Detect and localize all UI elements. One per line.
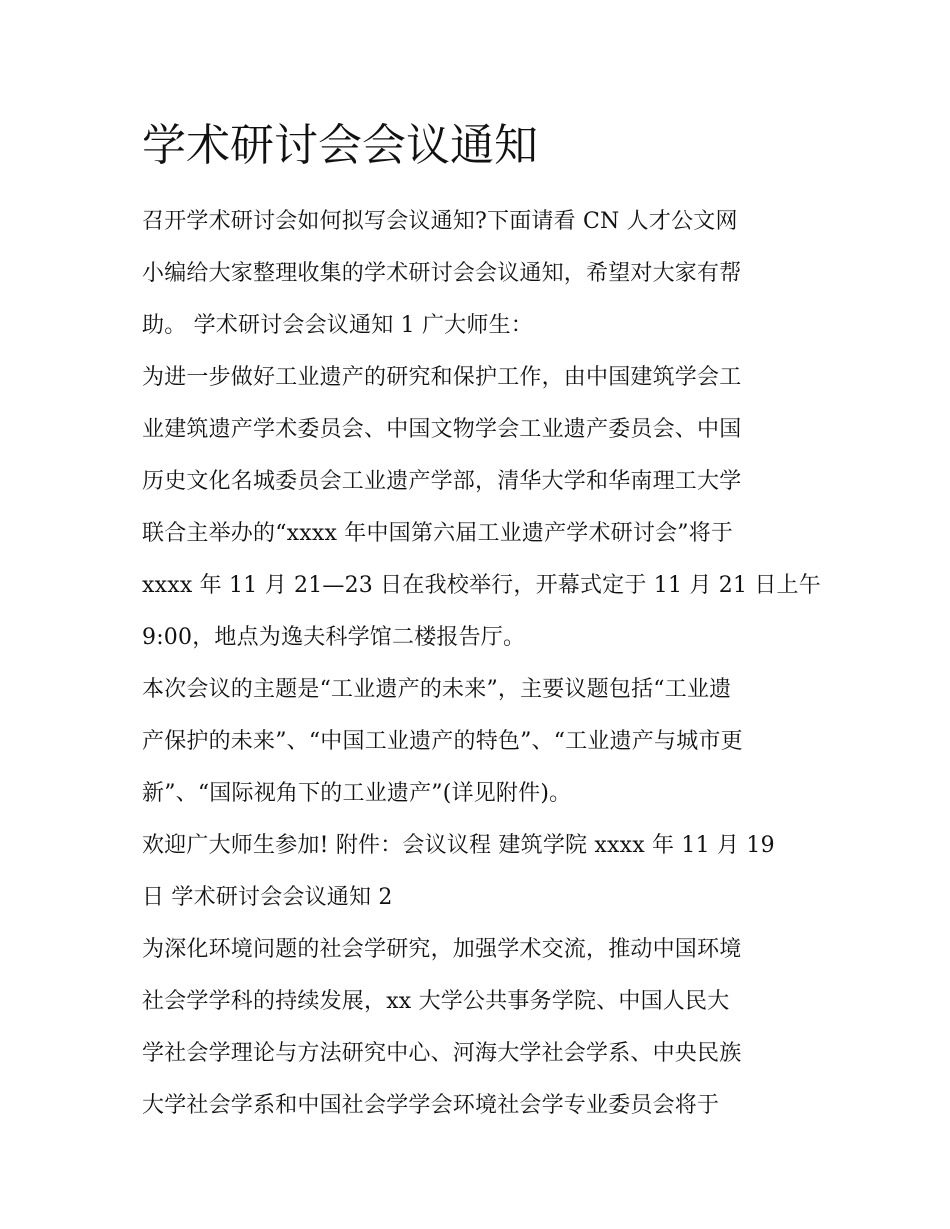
body-line: 大学社会学系和中国社会学学会环境社会学专业委员会将于 [142, 1093, 720, 1118]
body-line: 为进一步做好工业遗产的研究和保护工作，由中国建筑学会工 [142, 365, 742, 390]
body-line: 新”、“国际视角下的工业遗产”(详见附件)。 [142, 781, 572, 806]
body-line: 9:00，地点为逸夫科学馆二楼报告厅。 [142, 625, 526, 650]
body-line: 日 学术研讨会会议通知 2 [142, 885, 393, 910]
body-line: xxxx 年 11 月 21—23 日在我校举行，开幕式定于 11 月 21 日上午 [142, 573, 821, 598]
document-body [142, 200, 822, 1136]
body-line: 小编给大家整理收集的学术研讨会会议通知，希望对大家有帮 [142, 261, 742, 286]
body-line: 业建筑遗产学术委员会、中国文物学会工业遗产委员会、中国 [142, 417, 742, 442]
body-line: 学社会学理论与方法研究中心、河海大学社会学系、中央民族 [142, 1041, 742, 1066]
body-line: 本次会议的主题是“工业遗产的未来”，主要议题包括“工业遗 [142, 677, 732, 702]
body-line: 召开学术研讨会如何拟写会议通知?下面请看 CN 人才公文网 [142, 209, 738, 234]
body-line: 欢迎广大师生参加! 附件：会议议程 建筑学院 xxxx 年 11 月 19 [142, 833, 775, 858]
body-line: 历史文化名城委员会工业遗产学部，清华大学和华南理工大学 [142, 469, 742, 494]
body-line: 助。 学术研讨会会议通知 1 广大师生： [142, 313, 533, 338]
body-line: 为深化环境问题的社会学研究，加强学术交流，推动中国环境 [142, 937, 742, 962]
document-title: 学术研讨会会议通知 [142, 120, 538, 171]
body-line: 产保护的未来”、“中国工业遗产的特色”、“工业遗产与城市更 [142, 729, 743, 754]
body-line: 社会学学科的持续发展，xx 大学公共事务学院、中国人民大 [142, 989, 730, 1014]
body-line: 联合主举办的“xxxx 年中国第六届工业遗产学术研讨会”将于 [142, 521, 734, 546]
